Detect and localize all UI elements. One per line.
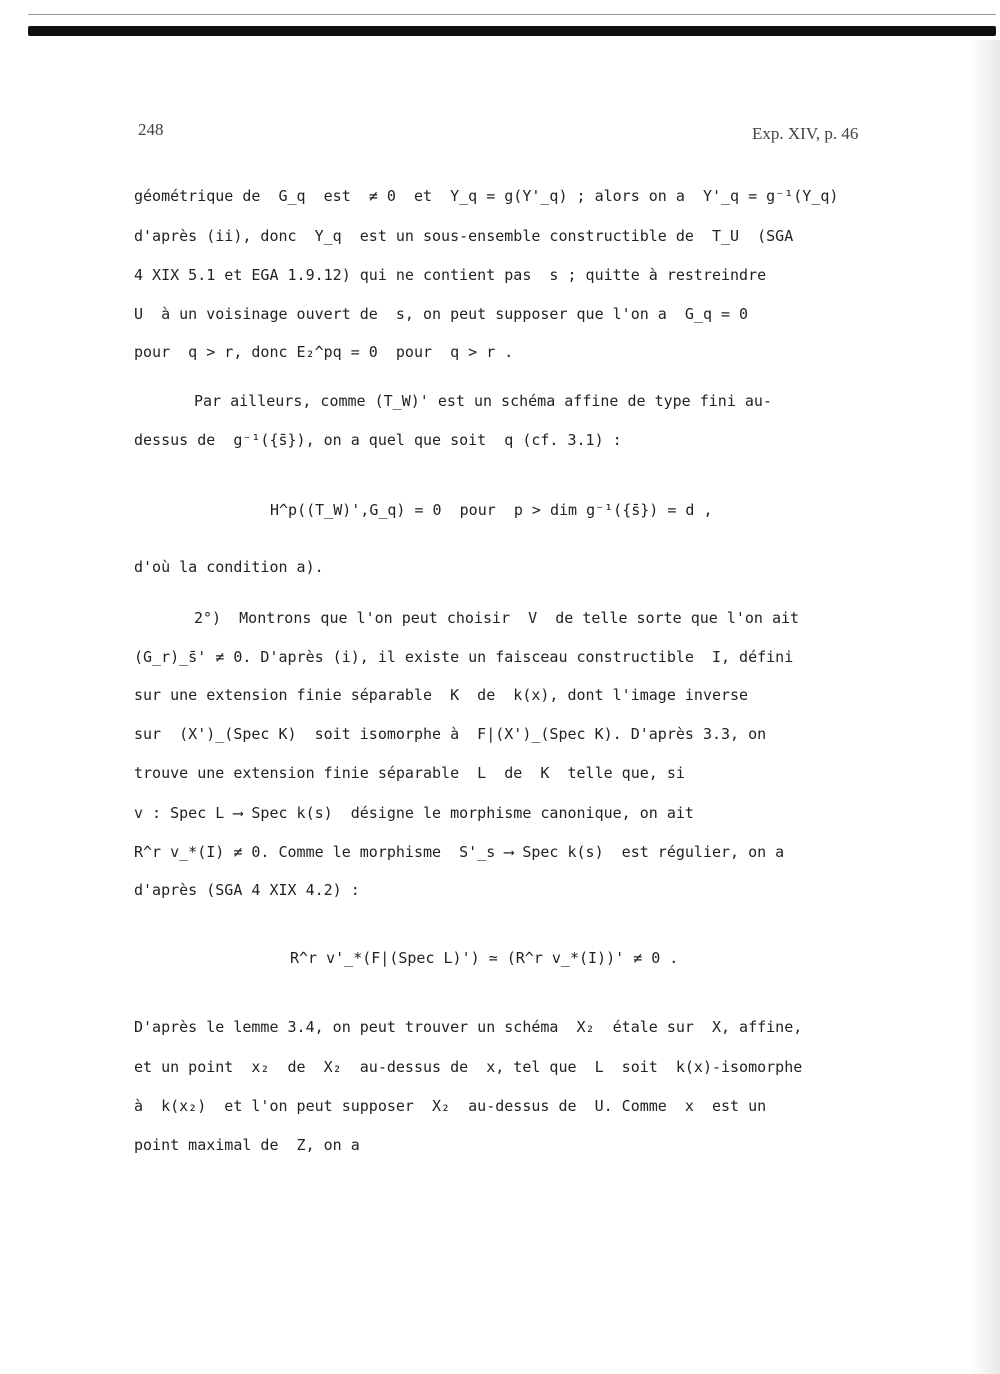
text-line-9: 2°) Montrons que l'on peut choisir V de telle sorte que l'on ait (194, 609, 800, 627)
text-line-16: d'après (SGA 4 XIX 4.2) : (134, 881, 360, 899)
text-line-1: géométrique de G_q est ≠ 0 et Y_q = g(Y'_q) ; alors on a Y'_q = g⁻¹(Y_q) (134, 187, 839, 205)
page-edge-shadow (970, 40, 1000, 1374)
text-line-7: dessus de g⁻¹({s̄}), on a quel que soit q (cf. 3.1) : (134, 431, 622, 449)
text-line-6: Par ailleurs, comme (T_W)' est un schéma affine de type fini au- (194, 392, 772, 410)
text-line-10: (G_r)_s̄' ≠ 0. D'après (i), il existe un faisceau constructible I, défini (134, 648, 794, 666)
text-line-8: d'où la condition a). (134, 558, 324, 576)
text-line-19: à k(x₂) et l'on peut supposer X₂ au-dessus de U. Comme x est un (134, 1097, 767, 1115)
page-number: 248 (138, 120, 164, 139)
text-line-15: R^r v_*(I) ≠ 0. Comme le morphisme S'_s ⟶ Spec k(s) est régulier, on a (134, 843, 785, 861)
text-line-14: v : Spec L ⟶ Spec k(s) désigne le morphisme canonique, on ait (134, 804, 694, 822)
text-line-18: et un point x₂ de X₂ au-dessus de x, tel que L soit k(x)-isomorphe (134, 1058, 803, 1076)
text-line-4: U à un voisinage ouvert de s, on peut supposer que l'on a G_q = 0 (134, 305, 749, 323)
text-line-11: sur une extension finie séparable K de k(x), dont l'image inverse (134, 686, 749, 704)
text-line-5: pour q > r, donc E₂^pq = 0 pour q > r . (134, 343, 514, 361)
text-line-17: D'après le lemme 3.4, on peut trouver un schéma X₂ étale sur X, affine, (134, 1018, 803, 1036)
text-line-2: d'après (ii), donc Y_q est un sous-ensemble constructible de T_U (SGA (134, 227, 794, 245)
equation-1: H^p((T_W)',G_q) = 0 pour p > dim g⁻¹({s̄}) = d , (270, 501, 713, 519)
top-thin-rule (28, 14, 996, 15)
equation-2: R^r v'_*(F|(Spec L)') ≃ (R^r v_*(I))' ≠ 0 . (290, 949, 679, 967)
top-rule (28, 26, 996, 36)
text-line-13: trouve une extension finie séparable L de K telle que, si (134, 764, 685, 782)
text-line-20: point maximal de Z, on a (134, 1136, 360, 1154)
text-line-3: 4 XIX 5.1 et EGA 1.9.12) qui ne contient pas s ; quitte à restreindre (134, 266, 767, 284)
text-line-12: sur (X')_(Spec K) soit isomorphe à F|(X')_(Spec K). D'après 3.3, on (134, 725, 767, 743)
running-head: Exp. XIV, p. 46 (752, 124, 859, 143)
